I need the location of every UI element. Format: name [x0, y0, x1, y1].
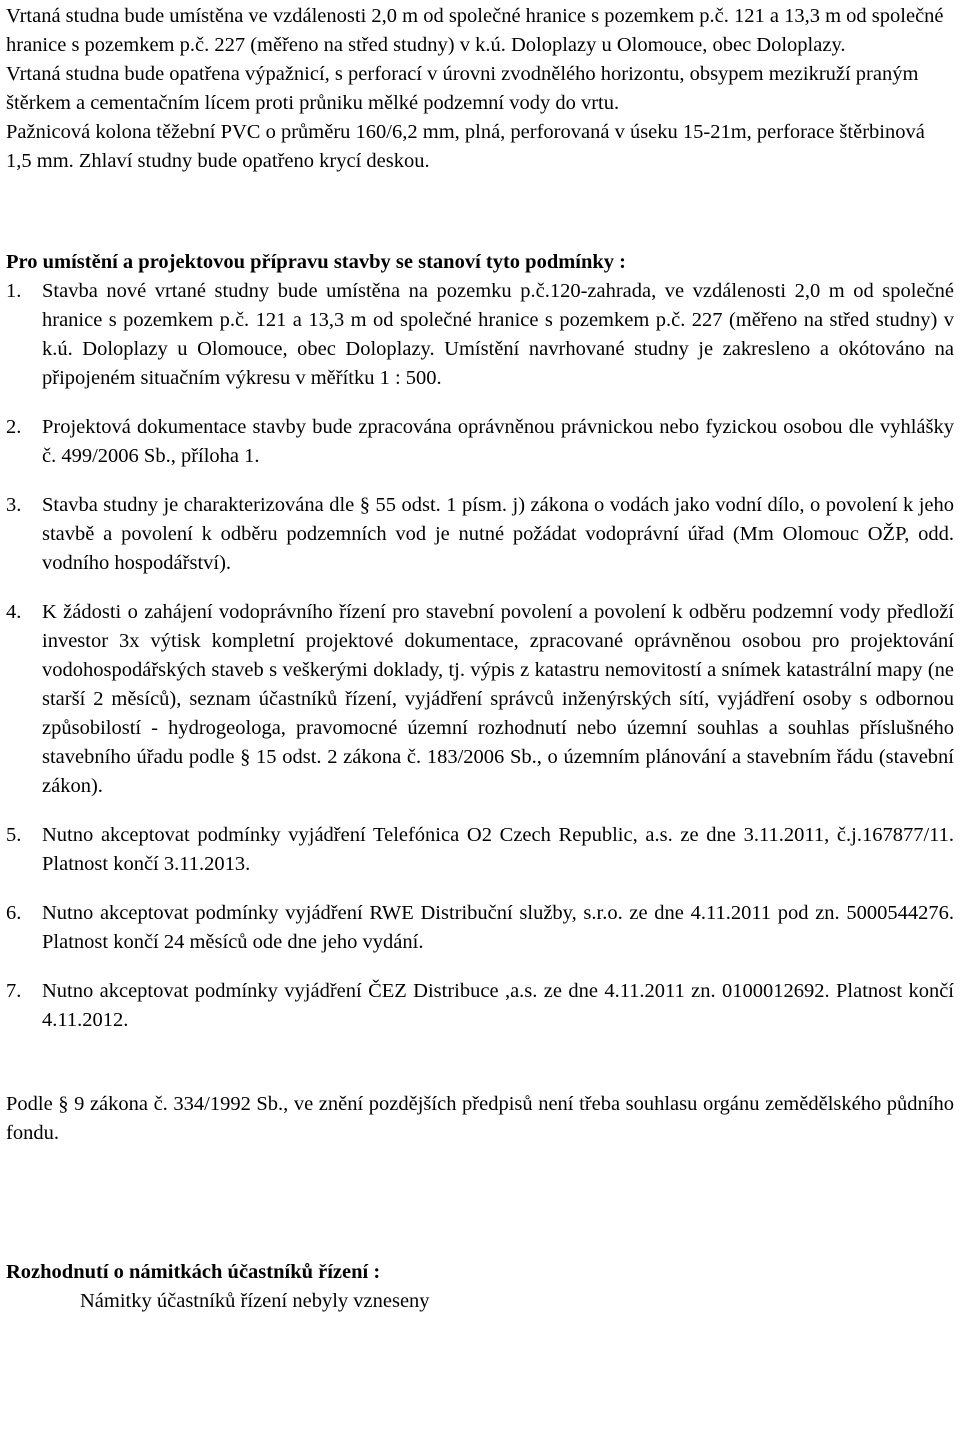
condition-text: Nutno akceptovat podmínky vyjádření Telefónica O2 Czech Republic, a.s. ze dne 3.11.2011, č.j.167877/11. Platnost končí 3.11.2013.: [42, 824, 954, 875]
agricultural-fund-paragraph: Podle § 9 zákona č. 334/1992 Sb., ve znění pozdějších předpisů není třeba souhlasu orgánu zemědělského půdního fondu.: [6, 1093, 954, 1144]
condition-number: 2.: [6, 416, 22, 438]
condition-number: 1.: [6, 280, 22, 302]
agricultural-fund-section: [6, 1090, 954, 1148]
condition-item: [6, 277, 954, 393]
objections-heading: Rozhodnutí o námitkách účastníků řízení :: [6, 1261, 381, 1283]
condition-item: [6, 977, 954, 1035]
condition-text: Stavba studny je charakterizována dle § 55 odst. 1 písm. j) zákona o vodách jako vodní dílo, o povolení k jeho stavbě a povolení k odběru podzemních vod je nutné požádat vodoprávní úřad (Mm Olomouc OŽP, odd. vodního hospodářství).: [42, 494, 954, 574]
condition-number: 3.: [6, 494, 22, 516]
condition-number: 7.: [6, 980, 22, 1002]
condition-item: [6, 491, 954, 578]
condition-text: Nutno akceptovat podmínky vyjádření RWE Distribuční služby, s.r.o. ze dne 4.11.2011 pod zn. 5000544276. Platnost končí 24 měsíců ode dne jeho vydání.: [42, 902, 954, 953]
condition-text: Stavba nové vrtané studny bude umístěna na pozemku p.č.120-zahrada, ve vzdálenosti 2,0 m od společné hranice s pozemkem p.č. 121 a 13,3 m od společné hranice s pozemkem p.č. 227 (měřeno na střed studny) v k.ú. Doloplazy u Olomouce, obec Doloplazy. Umístění navrhované studny je zakresleno a okótováno na připojeném situačním výkresu v měřítku 1 : 500.: [42, 280, 954, 389]
condition-number: 5.: [6, 824, 22, 846]
condition-text: Nutno akceptovat podmínky vyjádření ČEZ Distribuce ,a.s. ze dne 4.11.2011 zn. 0100012692. Platnost končí 4.11.2012.: [42, 980, 954, 1031]
intro-section: [6, 2, 954, 176]
condition-text: Projektová dokumentace stavby bude zpracována oprávněnou právnickou nebo fyzickou osobou dle vyhlášky č. 499/2006 Sb., příloha 1.: [42, 416, 954, 467]
condition-item: [6, 598, 954, 801]
objections-section: [6, 1258, 954, 1316]
objections-text: Námitky účastníků řízení nebyly vzneseny: [80, 1290, 430, 1312]
document-page: [6, 2, 954, 1316]
intro-paragraph-column: Pažnicová kolona těžební PVC o průměru 160/6,2 mm, plná, perforovaná v úseku 15-21m, perforace štěrbinová 1,5 mm. Zhlaví studny bude opatřeno krycí deskou.: [6, 121, 925, 172]
condition-item: [6, 821, 954, 879]
condition-number: 6.: [6, 902, 22, 924]
condition-text: K žádosti o zahájení vodoprávního řízení pro stavební povolení a povolení k odběru podzemní vody předloží investor 3x výtisk kompletní projektové dokumentace, zpracované oprávněnou osobou pro projektování vodohospodářských staveb s veškerými doklady, tj. výpis z katastru nemovitostí a snímek katastrální mapy (ne starší 2 měsíců), seznam účastníků řízení, vyjádření správců inženýrských sítí, vyjádření osoby s odbornou způsobilostí - hydrogeologa, pravomocné územní rozhodnutí nebo územní souhlas a souhlas příslušného stavebního úřadu podle § 15 odst. 2 zákona č. 183/2006 Sb., o územním plánování a stavebním řádu (stavební zákon).: [42, 601, 954, 797]
condition-item: [6, 899, 954, 957]
conditions-section: [6, 248, 954, 1035]
intro-paragraph-location: Vrtaná studna bude umístěna ve vzdálenosti 2,0 m od společné hranice s pozemkem p.č. 121 a 13,3 m od společné hranice s pozemkem p.č. 227 (měřeno na střed studny) v k.ú. Doloplazy u Olomouce, obec Doloplazy.: [6, 5, 944, 56]
conditions-heading: Pro umístění a projektovou přípravu stavby se stanoví tyto podmínky :: [6, 251, 626, 273]
condition-number: 4.: [6, 601, 22, 623]
intro-paragraph-casing: Vrtaná studna bude opatřena výpažnicí, s perforací v úrovni zvodnělého horizontu, obsypem mezikruží praným štěrkem a cementačním lícem proti průniku mělké podzemní vody do vrtu.: [6, 63, 919, 114]
condition-item: [6, 413, 954, 471]
